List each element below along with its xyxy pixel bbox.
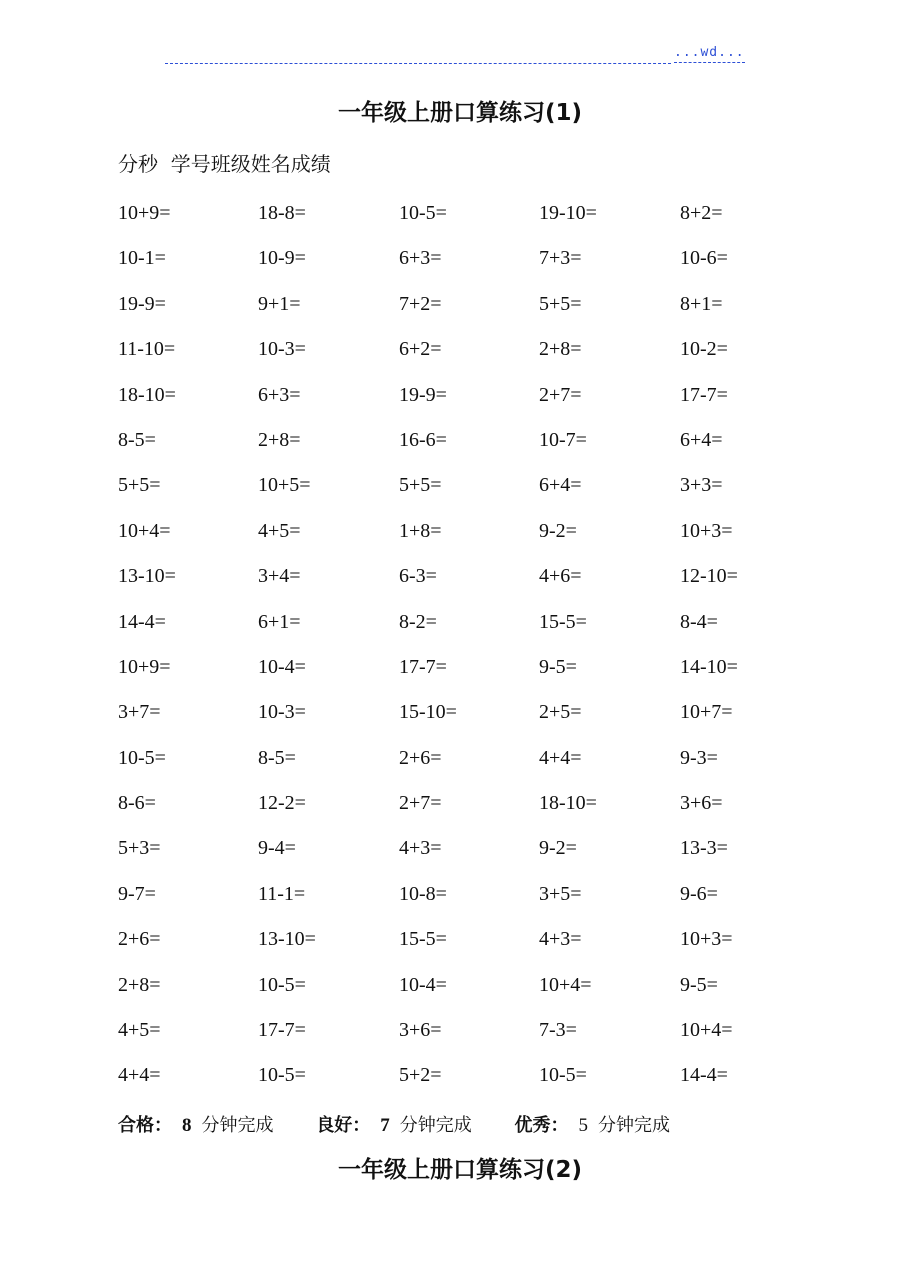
grading-criteria [118, 1112, 708, 1140]
grade-suffix: 分钟完成 [201, 1115, 274, 1136]
grade-good [316, 1112, 472, 1140]
problem-item: 13-10= [258, 928, 316, 951]
problem-row [118, 1060, 818, 1105]
problem-item: 5+5= [118, 474, 161, 497]
problem-item: 7+3= [539, 247, 582, 270]
problem-item: 10-4= [399, 973, 447, 996]
next-page-title: 一年级上册口算练习(2) [337, 1157, 583, 1183]
problem-item: 8+1= [680, 292, 723, 315]
problem-item: 14-4= [680, 1064, 728, 1087]
grade-suffix: 分钟完成 [399, 1115, 472, 1136]
problem-item: 16-6= [399, 428, 447, 451]
problem-item: 11-10= [118, 338, 176, 361]
problem-item: 12-10= [680, 565, 738, 588]
problem-item: 4+3= [399, 837, 442, 860]
problem-item: 10-6= [680, 247, 728, 270]
problem-item: 5+3= [118, 837, 161, 860]
problem-item: 13-3= [680, 837, 728, 860]
grade-suffix: 分钟完成 [598, 1115, 670, 1136]
problem-item: 3+5= [539, 882, 582, 905]
problem-item: 10-5= [118, 746, 166, 769]
grade-label: 良好： [316, 1115, 371, 1136]
problem-item: 8+2= [680, 202, 723, 224]
student-info-line [118, 150, 331, 178]
grade-excellent [515, 1112, 671, 1140]
problem-row [118, 380, 818, 425]
problem-item: 17-7= [258, 1019, 306, 1042]
problem-row [118, 1015, 818, 1060]
problem-item: 4+6= [539, 565, 582, 588]
problem-item: 2+8= [539, 338, 582, 361]
problem-item: 4+5= [258, 519, 301, 542]
problem-item: 10-4= [258, 655, 306, 678]
problem-item: 10-5= [539, 1064, 587, 1087]
problem-item: 2+7= [539, 383, 582, 406]
problem-item: 4+4= [539, 746, 582, 769]
problem-row [118, 833, 818, 878]
problem-item: 9-6= [680, 882, 718, 905]
problem-item: 8-4= [680, 610, 718, 633]
problem-item: 18-10= [118, 383, 176, 406]
problem-item: 6+4= [680, 428, 723, 451]
problem-item: 2+7= [399, 792, 442, 815]
problem-item: 10+3= [680, 928, 733, 951]
problem-item: 12-2= [258, 792, 306, 815]
problem-item: 3+6= [680, 792, 723, 815]
problem-row [118, 743, 818, 788]
problem-item: 4+5= [118, 1019, 161, 1042]
problem-item: 9-3= [680, 746, 718, 769]
problem-item: 8-6= [118, 792, 156, 815]
problem-item: 10-5= [258, 973, 306, 996]
header-mark: ...wd... [674, 46, 745, 63]
problem-item: 6+1= [258, 610, 301, 633]
problem-row [118, 198, 818, 243]
problem-item: 7+2= [399, 292, 442, 315]
problem-row [118, 425, 818, 470]
problem-item: 9-4= [258, 837, 296, 860]
problem-item: 10-1= [118, 247, 166, 270]
problem-item: 17-7= [680, 383, 728, 406]
problem-item: 19-10= [539, 202, 597, 224]
problem-item: 14-4= [118, 610, 166, 633]
problem-row [118, 243, 818, 288]
problem-item: 10-5= [399, 202, 447, 224]
grade-label: 合格： [118, 1115, 172, 1136]
problem-item: 14-10= [680, 655, 738, 678]
problem-item: 10-3= [258, 338, 306, 361]
grade-minutes: 5 [578, 1115, 588, 1136]
problem-row [118, 924, 818, 969]
problem-item: 5+5= [539, 292, 582, 315]
student-fields-label: 学号班级姓名成绩 [170, 152, 331, 176]
problem-item: 10+9= [118, 655, 171, 678]
time-label: 分秒 [118, 152, 158, 176]
problem-item: 10-5= [258, 1064, 306, 1087]
problem-item: 8-2= [399, 610, 437, 633]
problem-row [118, 334, 818, 379]
problem-item: 8-5= [258, 746, 296, 769]
problem-item: 10+4= [680, 1019, 733, 1042]
problem-item: 2+5= [539, 701, 582, 724]
problem-item: 5+5= [399, 474, 442, 497]
problem-row [118, 470, 818, 515]
problem-row [118, 697, 818, 742]
problem-item: 10+3= [680, 519, 733, 542]
grade-minutes: 7 [380, 1115, 390, 1136]
problem-item: 9-2= [539, 519, 577, 542]
problem-item: 10+7= [680, 701, 733, 724]
problem-item: 7-3= [539, 1019, 577, 1042]
grade-minutes: 8 [182, 1115, 192, 1136]
problem-item: 9-5= [539, 655, 577, 678]
problem-item: 2+8= [258, 428, 301, 451]
problem-item: 17-7= [399, 655, 447, 678]
problem-item: 6+3= [399, 247, 442, 270]
problem-item: 10-2= [680, 338, 728, 361]
page-title: 一年级上册口算练习(1) [337, 100, 583, 126]
grade-label: 优秀： [514, 1115, 569, 1136]
problem-item: 15-5= [399, 928, 447, 951]
problem-item: 13-10= [118, 565, 176, 588]
problem-item: 2+6= [118, 928, 161, 951]
problem-item: 9-2= [539, 837, 577, 860]
problem-row [118, 561, 818, 606]
problem-item: 4+3= [539, 928, 582, 951]
problem-item: 10-3= [258, 701, 306, 724]
problem-item: 6+4= [539, 474, 582, 497]
problem-row [118, 516, 818, 561]
problem-item: 18-8= [258, 202, 306, 224]
problem-item: 6+3= [258, 383, 301, 406]
problem-row [118, 970, 818, 1015]
problem-item: 2+8= [118, 973, 161, 996]
problem-row [118, 879, 818, 924]
problem-row [118, 289, 818, 334]
problem-item: 19-9= [118, 292, 166, 315]
problem-item: 15-10= [399, 701, 457, 724]
problem-item: 5+2= [399, 1064, 442, 1087]
problem-item: 3+6= [399, 1019, 442, 1042]
problem-item: 8-5= [118, 428, 156, 451]
header-dashed-rule [165, 63, 671, 64]
problem-item: 10+9= [118, 202, 171, 224]
problem-item: 3+4= [258, 565, 301, 588]
problem-item: 9+1= [258, 292, 301, 315]
problem-item: 11-1= [258, 882, 306, 905]
problem-grid [118, 198, 818, 1106]
problem-item: 19-9= [399, 383, 447, 406]
problem-item: 2+6= [399, 746, 442, 769]
problem-item: 3+7= [118, 701, 161, 724]
grade-pass [118, 1112, 274, 1140]
problem-item: 10-7= [539, 428, 587, 451]
problem-item: 18-10= [539, 792, 597, 815]
problem-item: 6+2= [399, 338, 442, 361]
problem-item: 10+4= [539, 973, 592, 996]
problem-item: 9-5= [680, 973, 718, 996]
problem-item: 10-9= [258, 247, 306, 270]
problem-item: 10+5= [258, 474, 311, 497]
problem-item: 4+4= [118, 1064, 161, 1087]
problem-row [118, 652, 818, 697]
problem-row [118, 788, 818, 833]
problem-item: 3+3= [680, 474, 723, 497]
problem-item: 10+4= [118, 519, 171, 542]
problem-item: 1+8= [399, 519, 442, 542]
problem-item: 15-5= [539, 610, 587, 633]
problem-item: 6-3= [399, 565, 437, 588]
problem-item: 9-7= [118, 882, 156, 905]
problem-row [118, 607, 818, 652]
problem-item: 10-8= [399, 882, 447, 905]
